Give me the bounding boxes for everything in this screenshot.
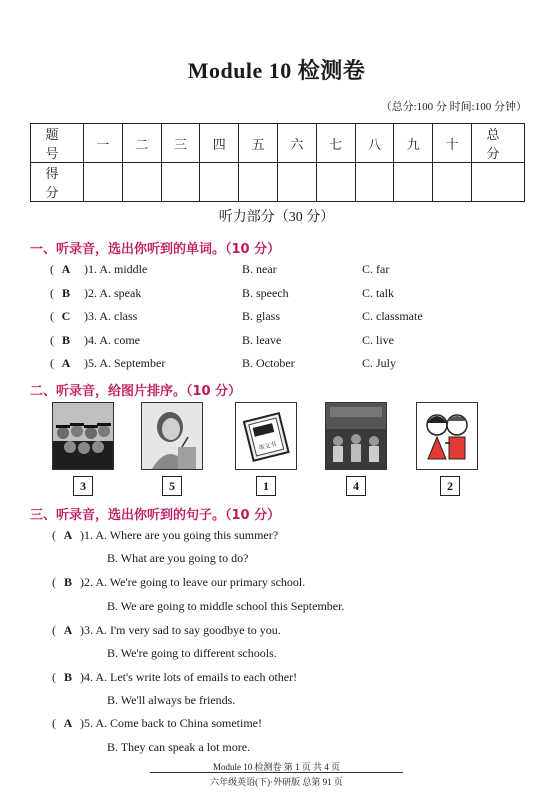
- footer-divider: [150, 772, 403, 773]
- score-cell[interactable]: [161, 163, 200, 202]
- answer-letter[interactable]: A: [63, 528, 73, 542]
- part3-option-a: ( A )5. A. Come back to China sometime!: [52, 716, 262, 730]
- score-cell[interactable]: [122, 163, 161, 202]
- option-c: C. live: [362, 333, 394, 347]
- score-header-cell: 九: [394, 124, 433, 163]
- two-children-cartoon: [416, 402, 478, 470]
- score-cell[interactable]: [316, 163, 355, 202]
- option-c: C. far: [362, 262, 390, 276]
- picture-order-box[interactable]: 4: [346, 476, 366, 496]
- answer-letter[interactable]: A: [61, 262, 71, 276]
- answer-letter[interactable]: B: [61, 333, 70, 347]
- score-cell[interactable]: [200, 163, 239, 202]
- score-header-cell: 一: [84, 124, 123, 163]
- score-header-cell: 六: [277, 124, 316, 163]
- score-cell[interactable]: [433, 163, 472, 202]
- part3-option-a: ( B )4. A. Let's write lots of emails to each other!: [52, 670, 298, 684]
- score-header-cell: 七: [316, 124, 355, 163]
- score-table: [30, 123, 525, 202]
- score-cell[interactable]: [355, 163, 394, 202]
- option-c: C. July: [362, 356, 397, 370]
- score-header-cell: 四: [200, 124, 239, 163]
- score-cell[interactable]: [394, 163, 433, 202]
- score-cell[interactable]: [239, 163, 278, 202]
- dictionary-book: [235, 402, 297, 470]
- part2-title: 二、听录音，给图片排序。（10 分）: [30, 384, 242, 399]
- part3-option-b: B. We are going to middle school this September.: [107, 599, 345, 613]
- english-class-photo: [325, 402, 387, 470]
- part3-option-a: ( A )1. A. Where are you going this summer?: [52, 528, 279, 542]
- part3-title: 三、听录音，选出你听到的句子。（10 分）: [30, 508, 281, 523]
- score-header-cell: 二: [122, 124, 161, 163]
- picture-order-box[interactable]: 5: [162, 476, 182, 496]
- score-cell[interactable]: [277, 163, 316, 202]
- score-cell[interactable]: [84, 163, 123, 202]
- score-row-label: 得 分: [31, 163, 84, 202]
- score-header-total: 总 分: [472, 124, 525, 163]
- score-header-label: 题 号: [31, 124, 84, 163]
- graduation-photo: [52, 402, 114, 470]
- part3-option-a: ( A )3. A. I'm very sad to say goodbye to you.: [52, 623, 281, 637]
- option-a: )5. A. September: [84, 356, 166, 370]
- picture-order-box[interactable]: 2: [440, 476, 460, 496]
- part3-option-a: ( B )2. A. We're going to leave our primary school.: [52, 575, 306, 589]
- score-header-cell: 十: [433, 124, 472, 163]
- answer-letter[interactable]: A: [61, 356, 71, 370]
- option-b: B. glass: [242, 309, 281, 323]
- option-b: B. near: [242, 262, 277, 276]
- option-a: )3. A. class: [84, 309, 138, 323]
- answer-letter[interactable]: B: [61, 286, 70, 300]
- answer-letter[interactable]: A: [63, 716, 73, 730]
- listening-section-title: 听力部分（30 分）: [218, 210, 335, 225]
- part3-option-b: B. They can speak a lot more.: [107, 740, 251, 754]
- exam-meta: （总分:100 分 时间:100 分钟）: [380, 101, 527, 113]
- option-b: B. speech: [242, 286, 289, 300]
- answer-letter[interactable]: B: [63, 670, 72, 684]
- option-a: )1. A. middle: [84, 262, 148, 276]
- answer-letter[interactable]: A: [63, 623, 73, 637]
- footer-page-info: Module 10 检测卷 第 1 页 共 4 页: [213, 762, 340, 772]
- page-title: Module 10 检测卷: [187, 58, 366, 83]
- score-header-cell: 五: [239, 124, 278, 163]
- option-c: C. classmate: [362, 309, 423, 323]
- picture-order-box[interactable]: 1: [256, 476, 276, 496]
- score-table-score-row: [31, 163, 525, 202]
- score-header-cell: 三: [161, 124, 200, 163]
- score-header-cell: 八: [355, 124, 394, 163]
- option-b: B. leave: [242, 333, 282, 347]
- option-c: C. talk: [362, 286, 394, 300]
- part3-option-b: B. What are you going to do?: [107, 551, 249, 565]
- picture-order-box[interactable]: 3: [73, 476, 93, 496]
- part1-title: 一、听录音，选出你听到的单词。（10 分）: [30, 242, 281, 257]
- book-label: 英文书: [257, 440, 278, 453]
- speaker-photo: [141, 402, 203, 470]
- option-b: B. October: [242, 356, 295, 370]
- part3-option-b: B. We'll always be friends.: [107, 693, 236, 707]
- answer-letter[interactable]: C: [61, 309, 71, 323]
- score-table-header-row: [31, 124, 525, 163]
- option-a: )2. A. speak: [84, 286, 142, 300]
- footer-book-info: 六年级英语(下)·外研版 总第 91 页: [210, 777, 343, 787]
- score-cell[interactable]: [472, 163, 525, 202]
- answer-letter[interactable]: B: [63, 575, 72, 589]
- part3-option-b: B. We're going to different schools.: [107, 646, 277, 660]
- option-a: )4. A. come: [84, 333, 140, 347]
